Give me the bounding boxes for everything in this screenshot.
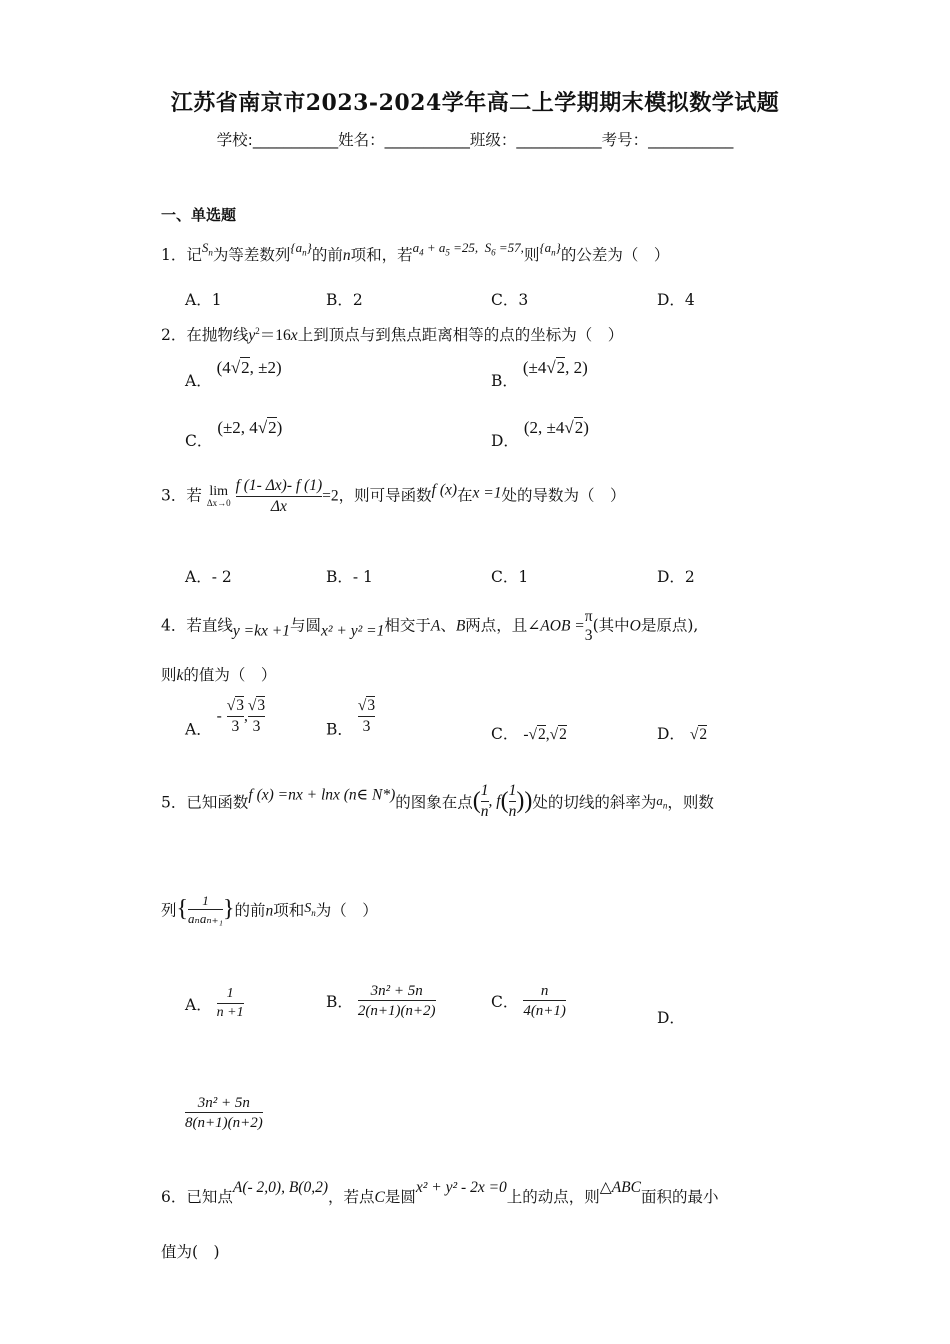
q1-option-d[interactable]: D．4 <box>657 291 695 309</box>
q5-function: f (x) =nx + lnx (n∈ N*) <box>248 786 396 804</box>
q2-option-a-label: A． <box>185 372 212 390</box>
q5-option-d-value[interactable] <box>185 1094 263 1132</box>
q3-option-a[interactable]: A．- 2 <box>185 568 232 586</box>
q4-option-b[interactable] <box>326 697 375 740</box>
q4-option-a-frac2: $\frac{√3}{3}$ <box>247 697 266 735</box>
q5-option-b[interactable] <box>326 982 436 1020</box>
q5-text: ，则数 <box>667 793 714 812</box>
q4-option-a[interactable] <box>185 697 265 740</box>
q2-text: 上到顶点与到焦点距离相等的点的坐标为（ ） <box>297 326 624 344</box>
q4-point-a: A <box>430 617 441 635</box>
q3-text: 处的导数为（ ） <box>501 486 626 505</box>
q5-an: $a_n$ <box>656 792 668 811</box>
page-title: 江苏省南京市2023-2024学年高二上学期期末模拟数学试题 <box>170 90 780 116</box>
q2-option-c-math: (±2, 4√2) <box>217 418 283 437</box>
q5-option-a-frac: $\frac{1}{n +1}$ <box>216 986 244 1020</box>
q4-option-a-math: , <box>244 707 248 725</box>
q2-option-a[interactable] <box>185 358 282 391</box>
q2-eq: y <box>248 327 256 344</box>
q5-text: 的图象在点 <box>395 793 473 812</box>
question-1-stem <box>161 240 669 265</box>
question-4-stem-line2 <box>161 663 276 685</box>
q5-option-d[interactable] <box>657 1006 685 1028</box>
q1-text: 的公差为（ ） <box>560 246 670 264</box>
q4-line-eq: y =kx +1 <box>232 622 290 640</box>
q4-option-c-label: C． <box>491 725 519 743</box>
q4-option-c[interactable] <box>491 722 567 744</box>
q5-point-f: , f <box>488 792 501 810</box>
q1-n: n <box>342 247 351 264</box>
q4-number: 4． <box>161 616 187 635</box>
q4-text: 若直线 <box>186 616 233 635</box>
q2-eq: x <box>290 327 298 344</box>
q6-text: 面积的最小 <box>641 1188 719 1206</box>
q3-x-eq: x =1 <box>472 484 502 502</box>
q4-option-d-label: D． <box>657 725 685 743</box>
q4-text: 两点，且 <box>465 616 528 635</box>
q3-eq: =2 <box>322 487 339 505</box>
q2-option-c[interactable] <box>185 418 282 451</box>
q6-point-c: C <box>374 1189 385 1206</box>
q2-number: 2． <box>161 326 187 344</box>
question-4-stem <box>161 608 698 645</box>
q6-text: 是圆 <box>384 1188 416 1206</box>
question-5-stem <box>161 782 714 821</box>
q1-condition: a4 + a5 =25, S6 =57, <box>412 240 524 258</box>
q5-text: 列 <box>161 901 177 920</box>
question-3-stem <box>161 477 626 516</box>
q6-circle-eq: x² + y² - 2x =0 <box>415 1179 507 1196</box>
q5-text: 已知函数 <box>186 793 249 812</box>
q5-option-a-label: A． <box>185 995 212 1014</box>
q4-option-a-math: - <box>216 707 222 725</box>
q1-option-b[interactable]: B．2 <box>326 291 363 309</box>
q5-option-a[interactable] <box>185 986 244 1022</box>
q3-option-b[interactable]: B．- 1 <box>326 568 373 586</box>
question-5-stem-line2 <box>161 893 378 926</box>
q5-option-b-frac: $\frac{\text{3n² + 5n}}{2(n+1)(n+2)}$ <box>357 983 436 1019</box>
q2-eq: 2 <box>255 325 260 336</box>
q5-option-c-frac: $\frac{n}{4(n+1)}$ <box>523 983 566 1019</box>
q4-text: 相交于 <box>384 616 431 635</box>
q2-option-a-math: (4√2, ±2) <box>216 358 282 377</box>
q4-option-c-math: -√2,√2 <box>523 726 567 743</box>
q2-option-b-math: (±4√2, 2) <box>522 358 588 377</box>
q4-text: 的值为（ ） <box>183 666 277 684</box>
q4-pi-over-3: π 3 <box>584 608 593 644</box>
q2-option-d-math: (2, ±4√2) <box>523 418 589 437</box>
q5-paren-close: )) <box>516 788 533 815</box>
q1-sequence-2: {an} <box>539 240 561 258</box>
q5-text: 处的切线的斜率为 <box>532 793 657 812</box>
q5-option-c-label: C． <box>491 993 519 1011</box>
q3-option-d[interactable]: D．2 <box>657 568 695 586</box>
q1-text: 的前 <box>311 246 343 264</box>
q6-points: A(- 2,0), B(0,2) <box>232 1179 329 1196</box>
q5-option-b-label: B． <box>326 993 353 1011</box>
q1-text: 项和，若 <box>350 246 413 264</box>
q3-fraction: $\frac{f (1- \Delta x)- f (1)}{\Delta x}$ <box>235 477 323 515</box>
q5-point-arg: $\frac{1}{n}$ <box>508 782 517 820</box>
q3-limit: lim Δx→0 <box>206 484 231 509</box>
q6-triangle: △ABC <box>599 1179 641 1196</box>
q6-number: 6． <box>161 1188 187 1206</box>
q2-option-d-label: D． <box>491 432 519 450</box>
q3-text: 若 <box>186 486 202 505</box>
q5-paren-open-2: ( <box>500 788 509 815</box>
q5-brace-open: { <box>176 896 189 923</box>
section-title-single-choice: 一、单选题 <box>161 206 237 224</box>
q2-option-c-label: C． <box>185 432 213 450</box>
q4-angle: ∠AOB = <box>527 617 585 635</box>
q1-option-c[interactable]: C．3 <box>491 291 529 309</box>
q4-origin: O <box>629 617 641 635</box>
q5-text: 项和 <box>273 901 305 920</box>
q3-text: ，则可导函数 <box>338 486 432 505</box>
q5-text: 为（ ） <box>315 901 378 920</box>
q1-text: 为等差数列 <box>212 246 291 264</box>
q5-seq-frac: $\frac{1}{\text{aₙaₙ₊₁}}$ <box>188 893 223 926</box>
q3-text: 在 <box>457 486 473 505</box>
q3-option-c[interactable]: C．1 <box>491 568 529 586</box>
q4-text: 、 <box>440 616 456 635</box>
q5-number: 5． <box>161 793 187 812</box>
question-6-stem <box>161 1178 719 1207</box>
q4-option-a-label: A． <box>185 720 212 739</box>
q4-text: (其中 <box>592 616 630 635</box>
q5-paren-open: ( <box>472 788 481 815</box>
q1-text: 则 <box>523 246 540 264</box>
q4-point-b: B <box>455 617 466 635</box>
q1-text: 记 <box>186 246 202 264</box>
q3-number: 3． <box>161 486 187 505</box>
q2-option-b[interactable] <box>491 358 588 391</box>
q2-option-b-label: B． <box>491 372 518 390</box>
q4-option-b-frac: $\frac{√3}{3}$ <box>357 697 376 735</box>
q4-text: 与圆 <box>289 616 321 635</box>
q1-sn: Sn <box>201 240 213 258</box>
q5-option-d-label: D． <box>657 1009 685 1027</box>
q3-fx: f (x) <box>431 481 458 499</box>
q4-text: 则 <box>161 666 177 684</box>
q6-text: 上的动点，则 <box>506 1188 600 1206</box>
q1-number: 1． <box>161 246 187 264</box>
q1-sequence: {an} <box>290 240 312 258</box>
q2-option-d[interactable] <box>491 418 589 451</box>
q5-text: 的前 <box>234 901 266 920</box>
q4-k: k <box>176 667 184 684</box>
q4-circle-eq: x² + y² =1 <box>320 622 385 640</box>
q4-option-d-math: √2 <box>689 726 708 743</box>
q4-option-a-frac: $\frac{√3}{3}$ <box>226 697 245 735</box>
q6-text: 已知点 <box>186 1188 233 1206</box>
q5-point-x: $\frac{1}{n}$ <box>480 782 489 820</box>
q2-eq: ＝16 <box>259 327 291 344</box>
question-6-stem-line2: 值为( ) <box>161 1243 220 1261</box>
student-info-line: 学校:___________姓名：___________班级：___________考号：___________ <box>216 131 734 149</box>
q5-sn: $S_n$ <box>304 901 316 918</box>
q5-n: n <box>265 902 274 920</box>
q4-text: 是原点), <box>640 616 699 635</box>
q5-option-d-frac: $\frac{\text{3n² + 5n}}{8(n+1)(n+2)}$ <box>185 1095 263 1131</box>
q2-text: 在抛物线 <box>186 326 249 344</box>
question-2-stem <box>161 323 623 345</box>
q5-option-c[interactable] <box>491 982 566 1020</box>
q5-brace-close: } <box>222 896 235 923</box>
q1-option-a[interactable]: A．1 <box>185 291 222 309</box>
q6-text: ，若点 <box>328 1188 375 1206</box>
q4-option-d[interactable] <box>657 722 707 744</box>
q4-option-b-label: B． <box>326 720 353 739</box>
